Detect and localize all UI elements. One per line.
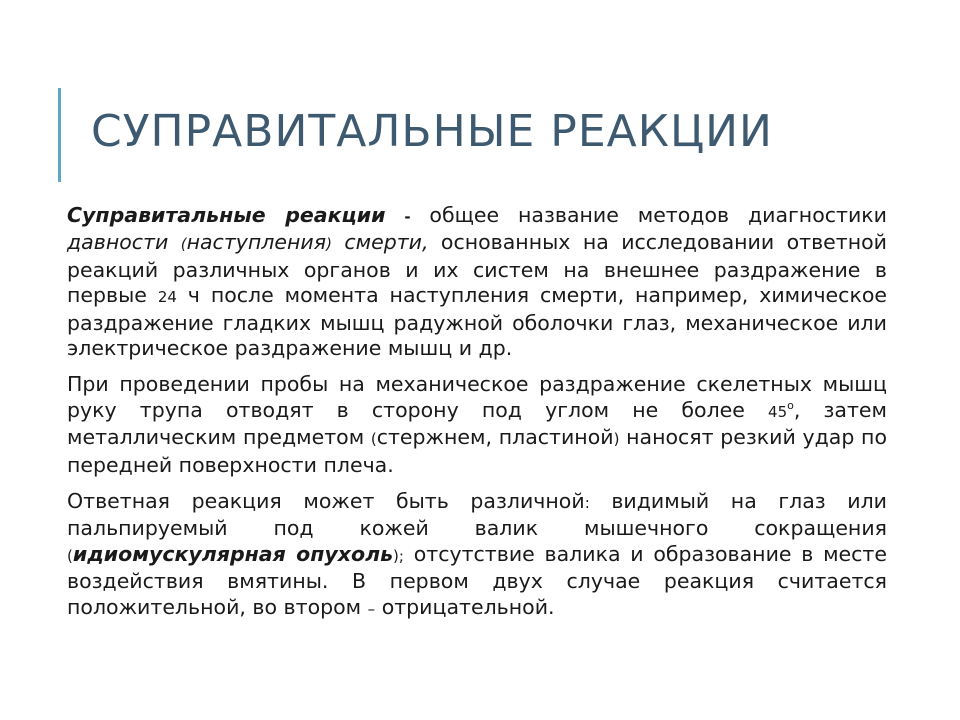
angle-value: 45	[768, 402, 788, 421]
slide-body	[67, 203, 887, 633]
paragraph-result: Ответная реакция может быть различной: видимый на глаз или пальпируемый под кожей валик мышечного сокращения (идиомускулярная опухоль); отсутствие валика и образование в месте воздействия вмятины. В первом двух случае реакция считается положительной, во втором – отрицательной.	[67, 489, 887, 619]
hours-value: 24	[157, 288, 177, 307]
dash: -	[404, 208, 411, 226]
paragraph-procedure: При проведении пробы на механическое раздражение скелетных мышц руку трупа отводят в сторону под углом не более 45$^o$, затем металлическим предметом (стержнем, пластиной) наносят резкий удар по передней поверхности плеча.	[67, 372, 888, 477]
paragraph-definition: Суправитальные реакции - общее название методов диагностики давности (наступления) смерти, основанных на исследовании ответной реакций различных органов и их систем на внешнее раздражение в первые 24 ч после момента наступления смерти, например, химическое раздражение гладких мышц радужной оболочки глаз, механическое или электрическое раздражение мышц и др.	[67, 203, 887, 361]
slide-title: СУПРАВИТАЛЬНЫЕ РЕАКЦИИ	[91, 106, 773, 157]
term-idiomuscular-tumor: идиомускулярная опухоль	[72, 541, 394, 566]
term-supravital-reactions: Суправитальные реакции	[67, 203, 386, 227]
degree-mark: o	[787, 399, 794, 413]
title-accent-bar	[58, 88, 61, 182]
